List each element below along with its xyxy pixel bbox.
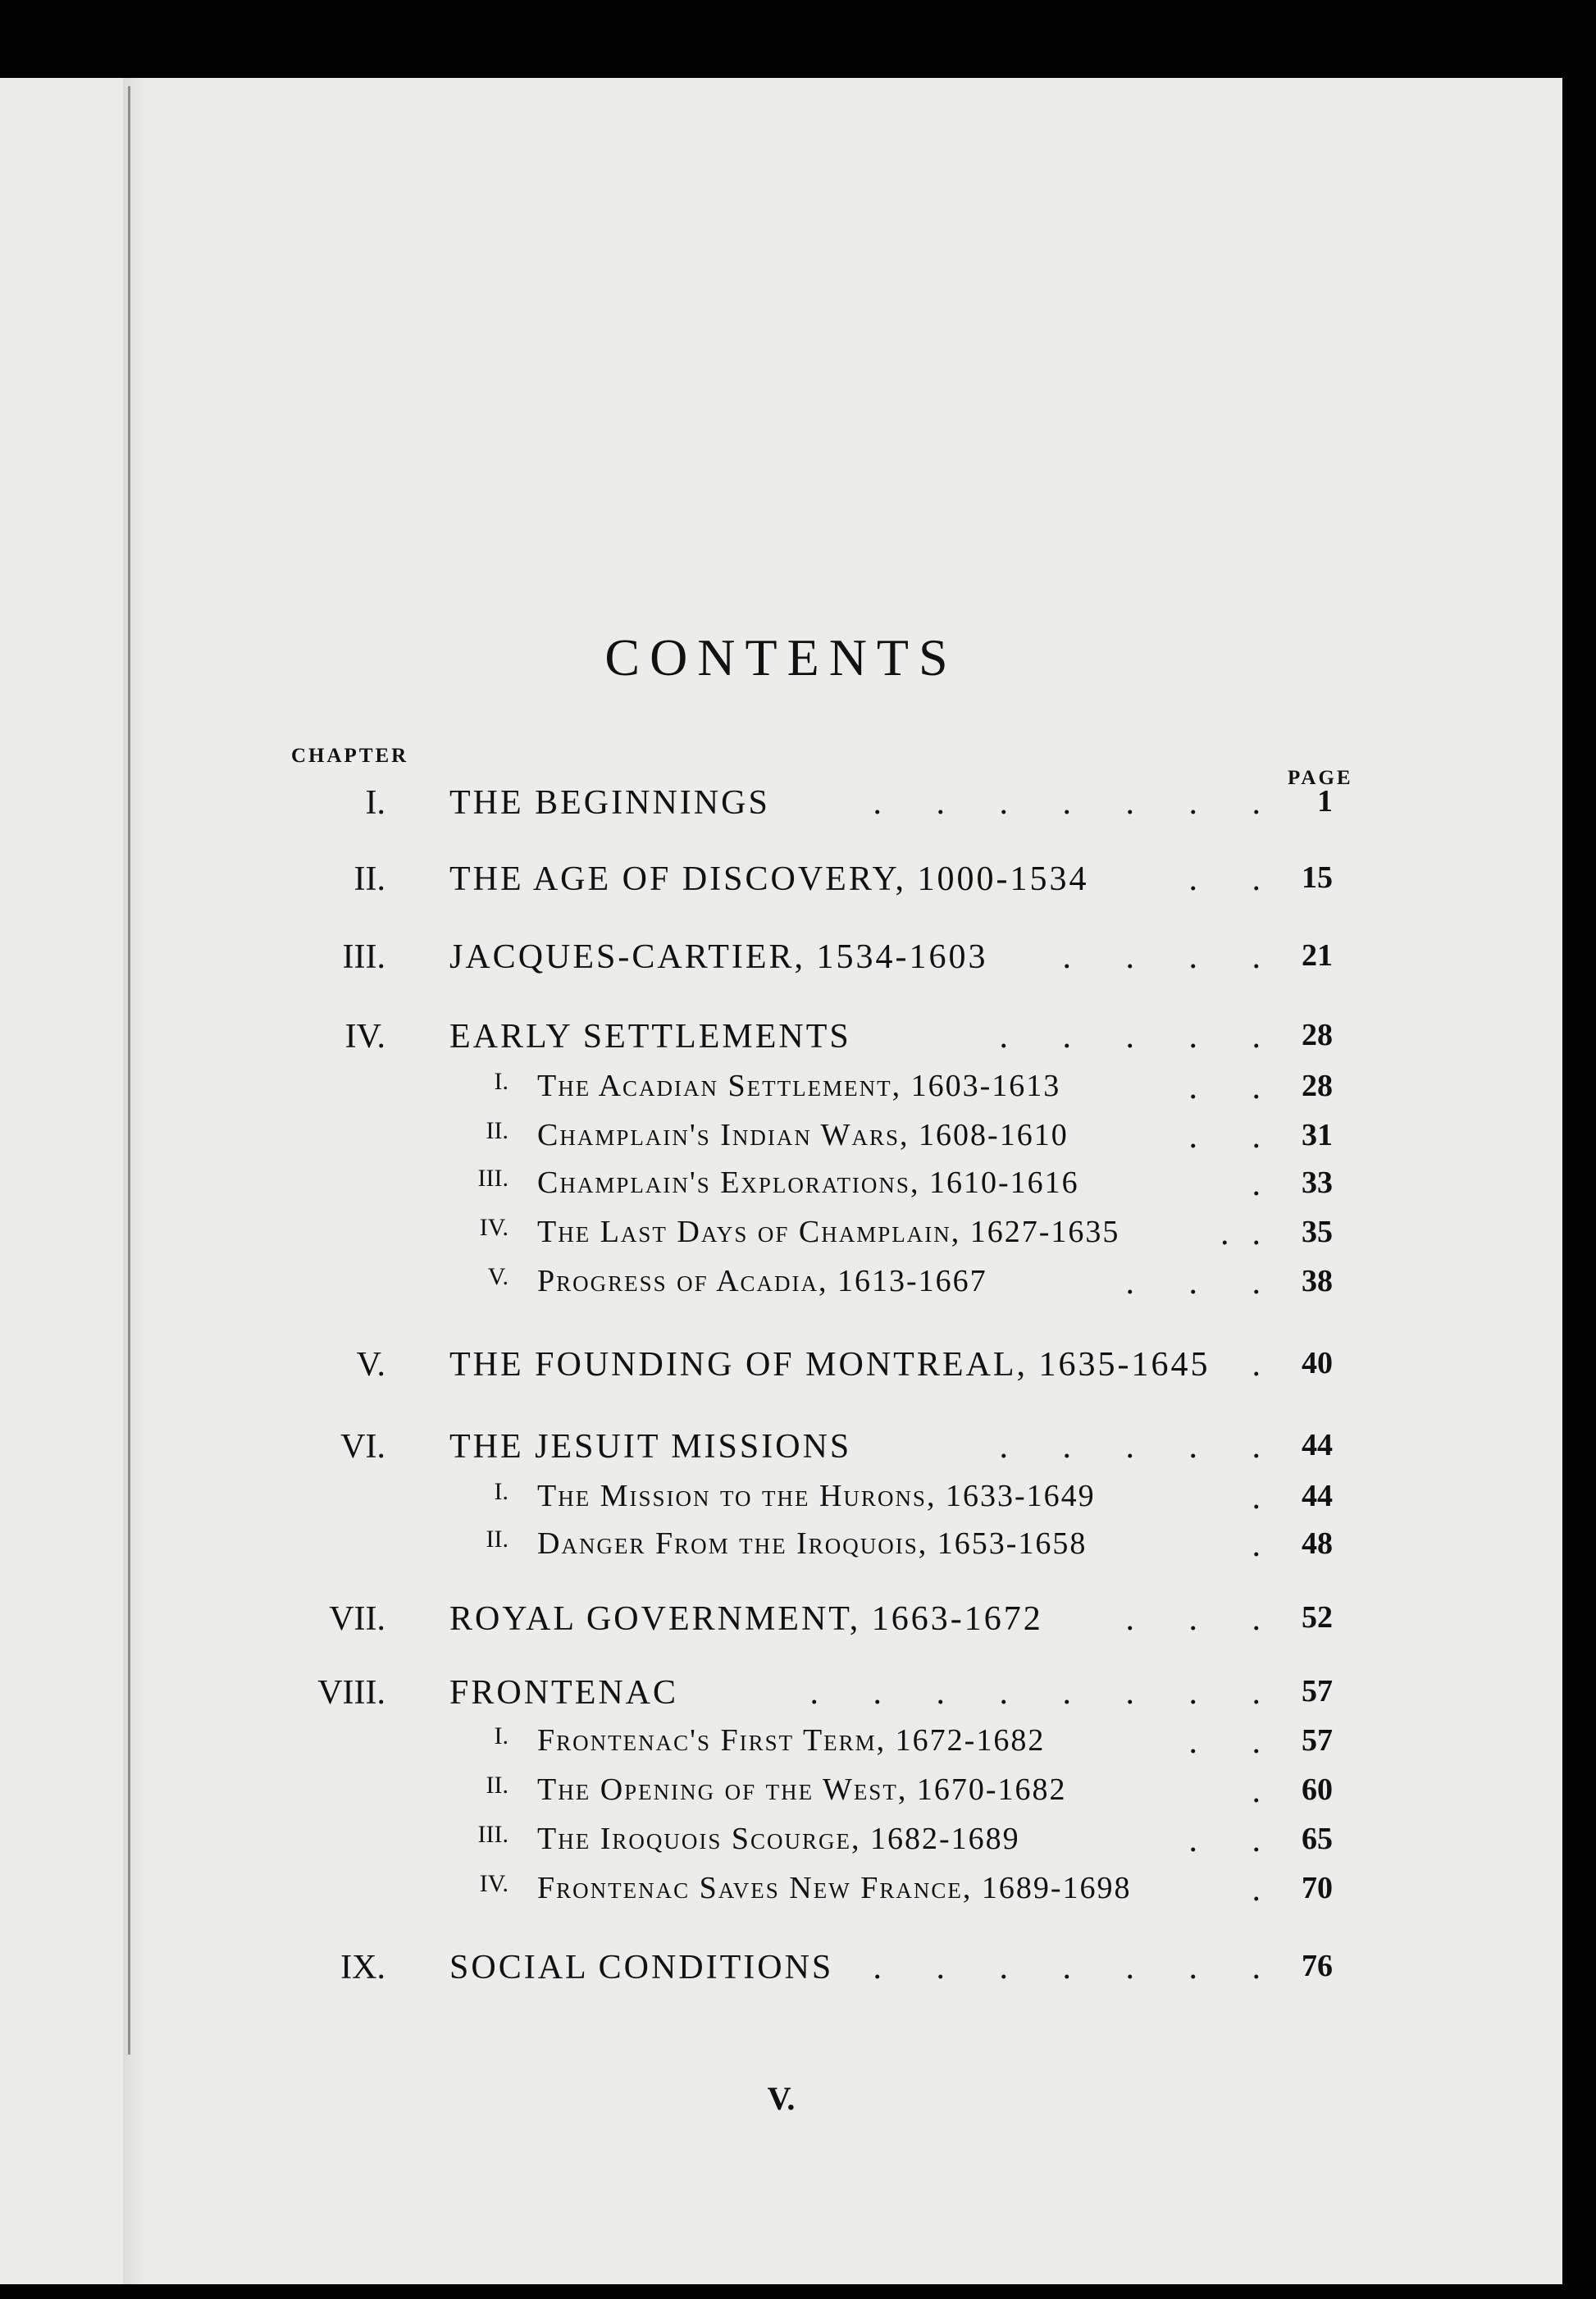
entry-title: Champlain's Explorations, 1610-1616 (537, 1165, 1079, 1200)
entry-leader-dots: . . . . . . . (873, 1949, 1284, 1987)
entry-title: The Opening of the West, 1670-1682 (537, 1772, 1067, 1807)
toc-chapter-entry (0, 1599, 1562, 1640)
entry-title: THE FOUNDING OF MONTREAL, 1635-1645 (449, 1346, 1211, 1384)
toc-section-entry (0, 1068, 1562, 1109)
page-title: CONTENTS (604, 628, 958, 687)
entry-number: I. (494, 1068, 508, 1095)
entry-page-number: 44 (1302, 1479, 1333, 1513)
entry-title: EARLY SETTLEMENTS (449, 1018, 851, 1056)
entry-leader-dots: . . . . . (999, 1428, 1284, 1466)
entry-number: IV. (479, 1214, 508, 1241)
entry-leader-dots: . . (1188, 1822, 1284, 1859)
entry-leader-dots: . (1252, 1772, 1284, 1810)
entry-title: The Iroquois Scourge, 1682-1689 (537, 1822, 1020, 1856)
entry-page-number: 76 (1302, 1949, 1333, 1983)
entry-page-number: 65 (1302, 1822, 1333, 1856)
entry-page-number: 48 (1302, 1526, 1333, 1561)
toc-section-entry (0, 1722, 1562, 1763)
entry-title: THE JESUIT MISSIONS (449, 1428, 852, 1466)
entry-leader-dots: . (1252, 1346, 1284, 1384)
entry-page-number: 38 (1302, 1264, 1333, 1298)
entry-title: The Acadian Settlement, 1603-1613 (537, 1069, 1061, 1103)
entry-page-number: 33 (1302, 1165, 1333, 1200)
chapter-column-header: CHAPTER (291, 745, 409, 767)
entry-leader-dots: . . (1188, 1118, 1284, 1156)
entry-title: Frontenac Saves New France, 1689-1698 (537, 1871, 1132, 1905)
entry-leader-dots: . . (1188, 860, 1284, 898)
entry-leader-dots: . (1252, 1871, 1284, 1909)
entry-number: V. (487, 1263, 508, 1290)
entry-number: II. (486, 1117, 508, 1144)
toc-chapter-entry (0, 1345, 1562, 1386)
entry-number: IV. (479, 1870, 508, 1897)
entry-leader-dots: . . . (1125, 1600, 1284, 1638)
book-page (0, 78, 1562, 2284)
entry-number: II. (353, 860, 385, 898)
entry-page-number: 70 (1302, 1871, 1333, 1905)
toc-chapter-entry (0, 1673, 1562, 1714)
entry-number: I. (365, 784, 385, 822)
entry-number: I. (494, 1722, 508, 1749)
entry-page-number: 60 (1302, 1772, 1333, 1807)
toc-chapter-entry (0, 937, 1562, 978)
entry-leader-dots: . (1252, 1479, 1284, 1517)
toc-section-entry (0, 1165, 1562, 1206)
entry-leader-dots: . (1252, 1526, 1284, 1564)
entry-leader-dots: .. (1220, 1215, 1284, 1252)
entry-number: I. (494, 1478, 508, 1505)
toc-section-entry (0, 1821, 1562, 1862)
entry-title: THE BEGINNINGS (449, 784, 770, 822)
entry-page-number: 1 (1317, 784, 1333, 819)
toc-section-entry (0, 1117, 1562, 1158)
entry-number: IV. (344, 1018, 385, 1056)
entry-page-number: 44 (1302, 1428, 1333, 1462)
toc-chapter-entry (0, 783, 1562, 824)
entry-number: VIII. (317, 1674, 385, 1712)
entry-title: SOCIAL CONDITIONS (449, 1949, 834, 1987)
toc-section-entry (0, 1478, 1562, 1519)
toc-section-entry (0, 1870, 1562, 1911)
entry-page-number: 28 (1302, 1018, 1333, 1052)
entry-page-number: 31 (1302, 1118, 1333, 1152)
toc-section-entry (0, 1263, 1562, 1304)
entry-title: Champlain's Indian Wars, 1608-1610 (537, 1118, 1069, 1152)
entry-number: III. (342, 938, 385, 976)
entry-page-number: 57 (1302, 1674, 1333, 1708)
toc-chapter-entry (0, 1017, 1562, 1058)
entry-page-number: 28 (1302, 1069, 1333, 1103)
entry-number: III. (477, 1165, 508, 1192)
entry-leader-dots: . . . . . (999, 1018, 1284, 1056)
entry-title: JACQUES-CARTIER, 1534-1603 (449, 938, 988, 976)
toc-section-entry (0, 1526, 1562, 1567)
entry-title: THE AGE OF DISCOVERY, 1000-1534 (449, 860, 1089, 898)
page-column-header: PAGE (1288, 767, 1353, 789)
entry-page-number: 52 (1302, 1600, 1333, 1635)
toc-chapter-entry (0, 1948, 1562, 1989)
entry-title: The Mission to the Hurons, 1633-1649 (537, 1479, 1096, 1513)
entry-number: IX. (340, 1949, 385, 1987)
entry-leader-dots: . (1252, 1165, 1284, 1203)
entry-page-number: 21 (1302, 938, 1333, 973)
entry-number: II. (486, 1772, 508, 1799)
entry-number: II. (486, 1526, 508, 1553)
entry-number: V. (356, 1346, 385, 1384)
entry-title: Frontenac's First Term, 1672-1682 (537, 1723, 1046, 1758)
toc-section-entry (0, 1772, 1562, 1813)
entry-page-number: 57 (1302, 1723, 1333, 1758)
entry-number: VII. (329, 1600, 385, 1638)
entry-number: VI. (340, 1428, 385, 1466)
entry-title: FRONTENAC (449, 1674, 679, 1712)
entry-page-number: 35 (1302, 1215, 1333, 1249)
toc-chapter-entry (0, 860, 1562, 901)
entry-title: The Last Days of Champlain, 1627-1635 (537, 1215, 1120, 1249)
entry-leader-dots: . . . (1125, 1264, 1284, 1302)
entry-leader-dots: . . . . . . . (873, 784, 1284, 822)
entry-leader-dots: . . . . (1062, 938, 1284, 976)
toc-section-entry (0, 1214, 1562, 1255)
entry-title: ROYAL GOVERNMENT, 1663-1672 (449, 1600, 1043, 1638)
entry-page-number: 40 (1302, 1346, 1333, 1380)
entry-title: Progress of Acadia, 1613-1667 (537, 1264, 987, 1298)
entry-title: Danger From the Iroquois, 1653-1658 (537, 1526, 1088, 1561)
entry-number: III. (477, 1821, 508, 1848)
entry-page-number: 15 (1302, 860, 1333, 895)
entry-leader-dots: . . . . . . . . (809, 1674, 1284, 1712)
page-folio: V. (767, 2080, 796, 2117)
entry-leader-dots: . . (1188, 1069, 1284, 1106)
entry-leader-dots: . . (1188, 1723, 1284, 1761)
toc-chapter-entry (0, 1427, 1562, 1468)
